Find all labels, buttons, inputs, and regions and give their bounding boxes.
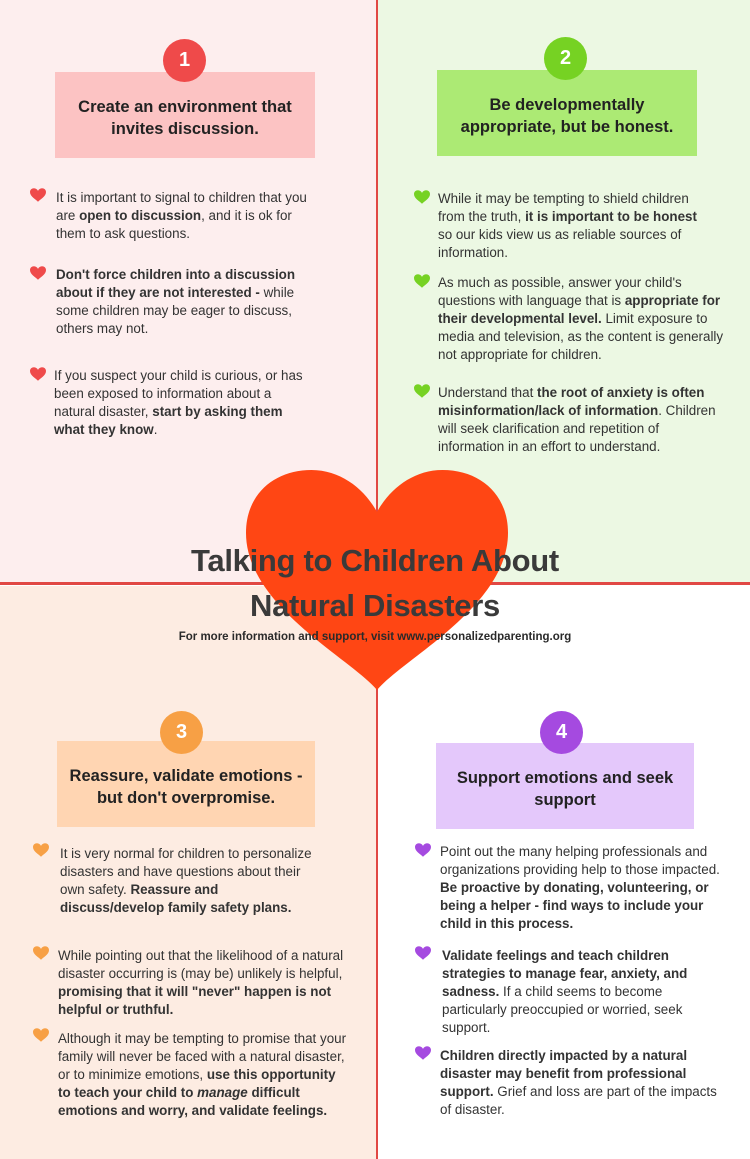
green-heart-icon	[414, 274, 430, 288]
section-1-item-3	[54, 367, 316, 439]
section-2-heading: Be developmentally appropriate, but be honest.	[437, 70, 697, 156]
orange-heart-icon	[33, 843, 49, 857]
item-text-segment: the root of anxiety is often misinformation/lack of information	[438, 385, 705, 418]
red-heart-icon	[30, 266, 46, 280]
item-text-segment: use this opportunity to teach your child to	[58, 1067, 336, 1100]
item-text-segment: start by asking them what they know	[54, 404, 283, 437]
item-text-segment: As much as possible, answer your child's questions with language that is	[438, 275, 682, 308]
item-text-segment: While pointing out that the likelihood of a natural disaster occurring is (may be) unlikely is helpful,	[58, 948, 344, 981]
section-3-item-3	[58, 1030, 348, 1120]
orange-heart-icon	[33, 946, 49, 960]
section-2-item-1	[438, 190, 698, 262]
item-text-segment: difficult emotions and worry, and validate feelings.	[58, 1085, 328, 1118]
section-3-heading: Reassure, validate emotions - but don't overpromise.	[57, 741, 315, 827]
item-text-segment: appropriate for their developmental level.	[438, 293, 721, 326]
item-text-segment: Grief and loss are part of the impacts of disaster.	[440, 1084, 717, 1117]
item-text-segment: open to discussion	[79, 208, 202, 223]
purple-heart-icon	[415, 1046, 431, 1060]
item-text-segment: It is important to signal to children that you are	[56, 190, 307, 223]
section-2-number-badge: 2	[544, 37, 587, 80]
item-text-segment: promising that it will "never" happen is not helpful or truthful.	[58, 984, 332, 1017]
item-text-segment: manage	[197, 1085, 248, 1100]
red-heart-icon	[30, 367, 46, 381]
purple-heart-icon	[415, 946, 431, 960]
section-4-heading: Support emotions and seek support	[436, 743, 694, 829]
item-text-segment: Validate feelings and teach children strategies to manage fear, anxiety, and sadness.	[442, 948, 688, 999]
item-text-segment: . Children will seek clarification and repetition of information in an effort to understand.	[438, 403, 716, 454]
item-text-segment: If you suspect your child is curious, or has been exposed to information about a natural disaster,	[54, 368, 303, 419]
item-text-segment: , and it is ok for them to ask questions.	[56, 208, 292, 241]
item-text-segment: Don't force children into a discussion about if they are not interested -	[56, 267, 296, 300]
section-1-number-badge: 1	[163, 39, 206, 82]
item-text-segment: Understand that	[438, 385, 538, 400]
section-3-item-1	[60, 845, 322, 917]
item-text-segment: Children directly impacted by a natural disaster may benefit from professional support.	[440, 1048, 688, 1099]
item-text-segment: Reassure and discuss/develop family safety plans.	[60, 882, 292, 915]
section-2-item-2	[438, 274, 734, 364]
item-text-segment: while some children may be eager to discuss, others may not.	[56, 285, 295, 336]
item-text-segment: Limit exposure to media and television, as the content is generally not appropriate for children.	[438, 311, 724, 362]
red-heart-icon	[30, 188, 46, 202]
item-text-segment: .	[153, 422, 158, 437]
section-1-heading: Create an environment that invites discussion.	[55, 72, 315, 158]
section-4-item-3	[440, 1047, 720, 1119]
section-4-item-1	[440, 843, 730, 933]
section-1-item-2	[56, 266, 318, 338]
section-1-item-1	[56, 189, 318, 243]
page-title-line-1: Talking to Children About	[191, 543, 559, 578]
purple-heart-icon	[415, 843, 431, 857]
section-4-number-badge: 4	[540, 711, 583, 754]
item-text-segment: It is very normal for children to personalize disasters and have questions about their own safety.	[60, 846, 312, 897]
green-heart-icon	[414, 190, 430, 204]
item-text-segment: Point out the many helping professionals and organizations providing help to those impacted.	[440, 844, 720, 877]
item-text-segment: Be proactive by donating, volunteering, or being a helper - find ways to include your child in this process.	[440, 880, 709, 931]
section-3-item-2	[58, 947, 364, 1019]
section-2-item-3	[438, 384, 728, 456]
green-heart-icon	[414, 384, 430, 398]
section-3-number-badge: 3	[160, 711, 203, 754]
section-4-item-2	[442, 947, 724, 1037]
item-text-segment: so our kids view us as reliable sources of information.	[438, 227, 682, 260]
item-text-segment: it is important to be honest	[525, 209, 697, 224]
item-text-segment: While it may be tempting to shield children from the truth,	[438, 191, 689, 224]
item-text-segment: If a child seems to become particularly preoccupied or worried, seek support.	[442, 984, 683, 1035]
orange-heart-icon	[33, 1028, 49, 1042]
page-title-line-2: Natural Disasters	[250, 588, 500, 623]
page-subtitle: For more information and support, visit www.personalizedparenting.org	[178, 631, 572, 643]
item-text-segment: Although it may be tempting to promise that your family will never be faced with a natural disaster, or to minimize emotions,	[58, 1031, 347, 1082]
big-heart-icon	[246, 470, 508, 690]
